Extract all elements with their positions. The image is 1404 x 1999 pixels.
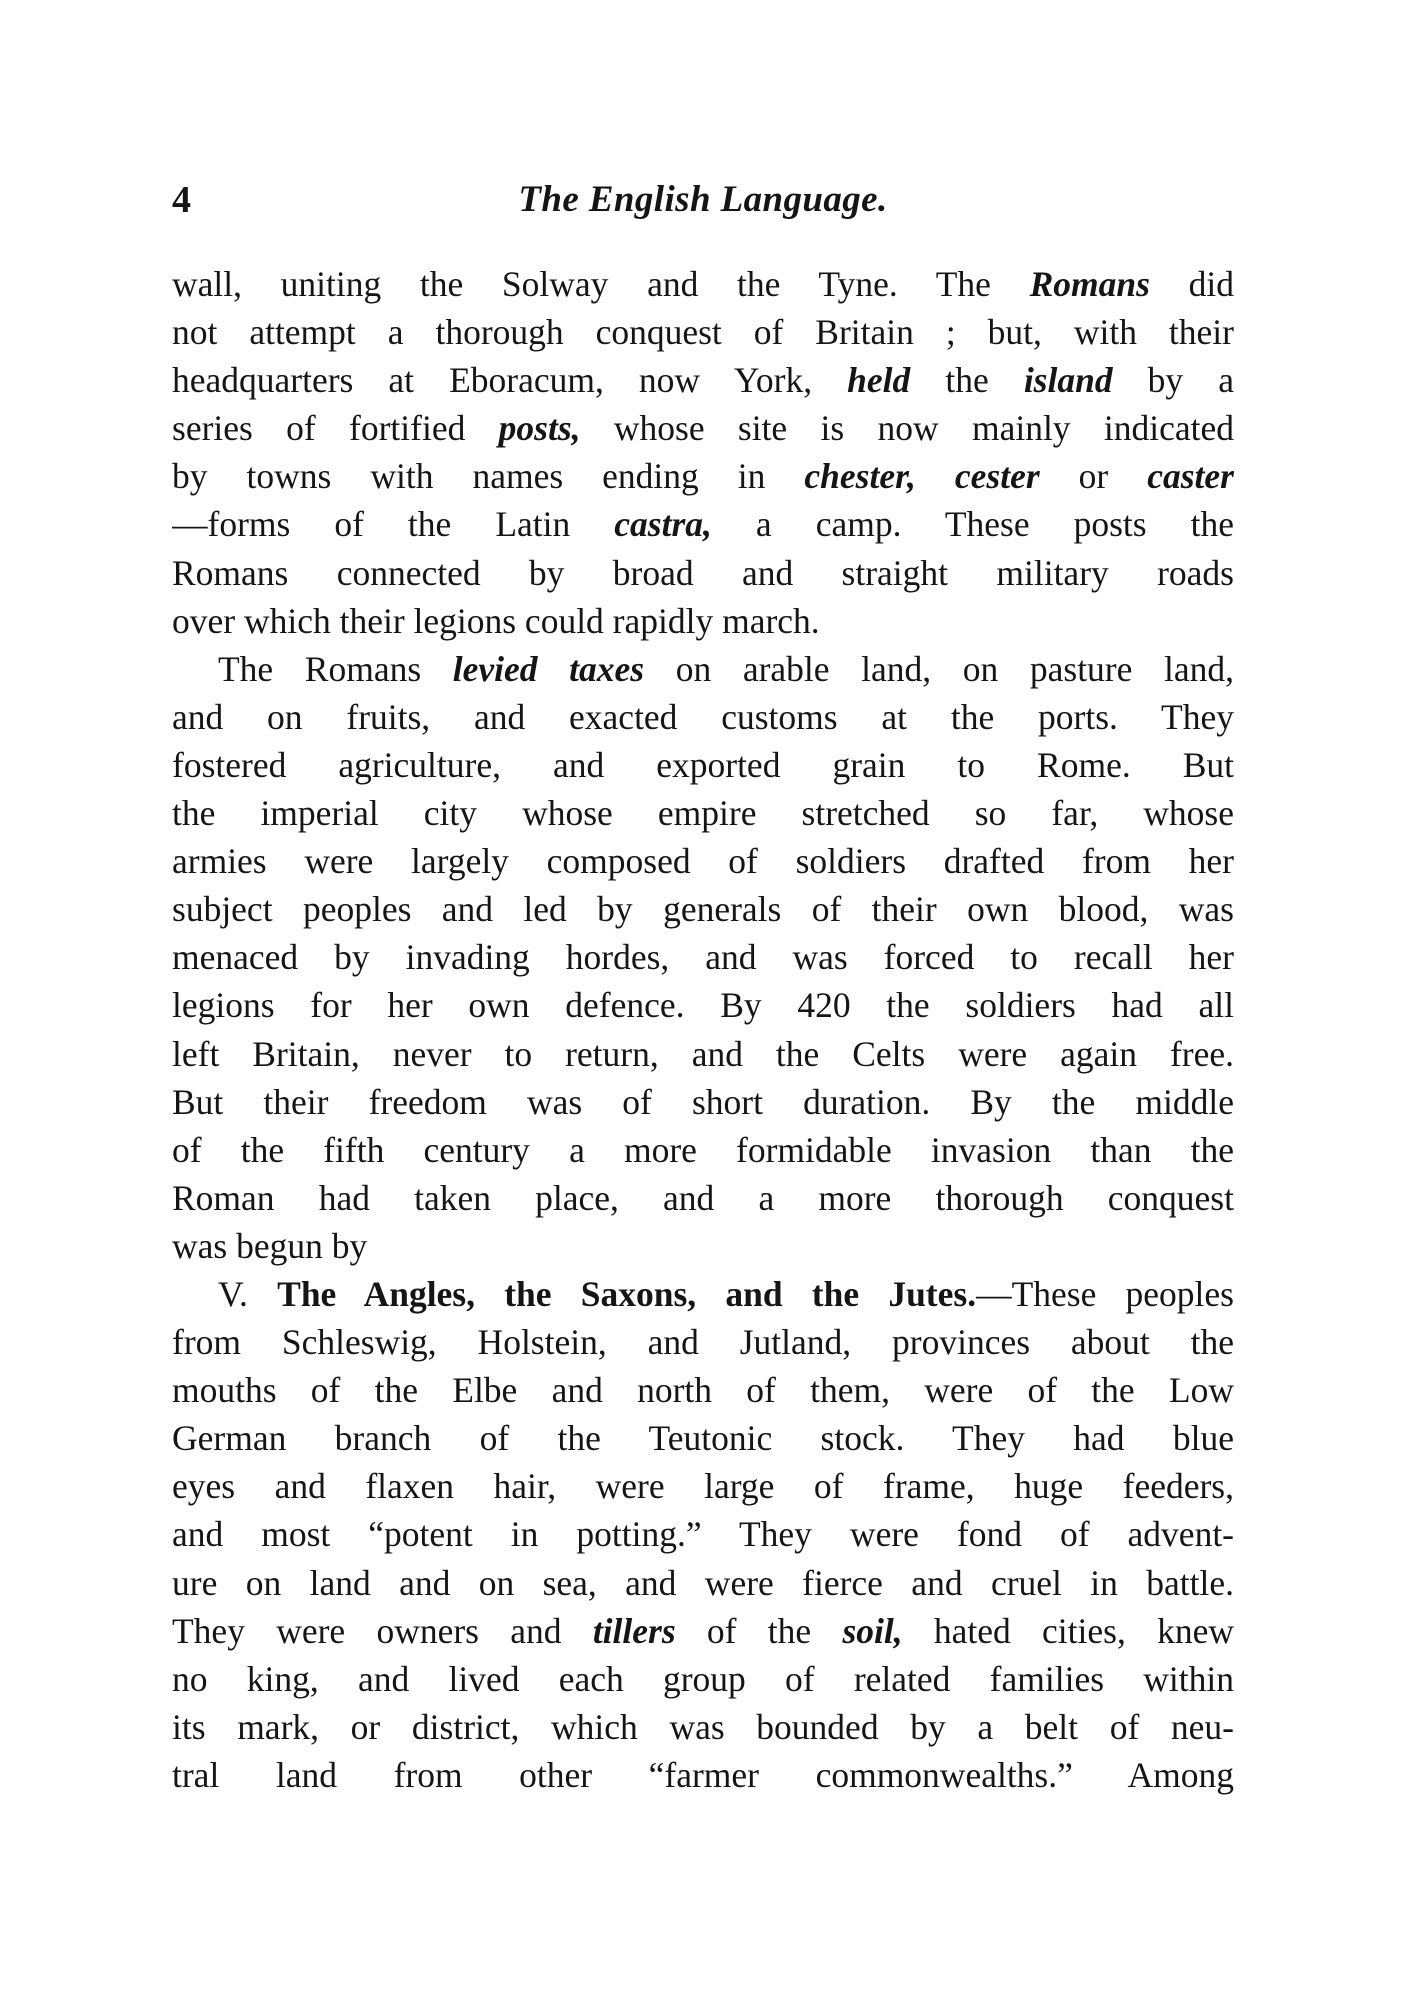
- text-line: left Britain, never to return, and the Celts were again free.: [172, 1033, 1234, 1074]
- text-line: fostered agriculture, and exported grain to Rome. But: [172, 744, 1234, 785]
- page-number: 4: [172, 179, 191, 221]
- text-line: and on fruits, and exacted customs at the ports. They: [172, 696, 1234, 737]
- text-line: armies were largely composed of soldiers drafted from her: [172, 841, 1234, 882]
- text-line: ure on land and on sea, and were fierce and cruel in battle.: [172, 1562, 1234, 1603]
- running-title: The English Language.: [518, 179, 888, 220]
- text-line: no king, and lived each group of related families within: [172, 1658, 1234, 1699]
- text-line: headquarters at Eboracum, now York, held the island by a: [172, 360, 1234, 401]
- text-line: mouths of the Elbe and north of them, were of the Low: [172, 1370, 1234, 1411]
- emphasis-term: cester: [954, 456, 1040, 497]
- text-line: legions for her own defence. By 420 the soldiers had all: [172, 985, 1234, 1026]
- text-line: its mark, or district, which was bounded by a belt of neu-: [172, 1706, 1234, 1747]
- text-line: Romans connected by broad and straight military roads: [172, 552, 1234, 593]
- text-line: eyes and flaxen hair, were large of frame, huge feeders,: [172, 1466, 1234, 1507]
- emphasis-term: caster: [1147, 456, 1234, 497]
- text-line: the imperial city whose empire stretched so far, whose: [172, 793, 1234, 834]
- text-line: not attempt a thorough conquest of Britain ; but, with their: [172, 312, 1234, 353]
- text-line: by towns with names ending in chester, cester or caster: [172, 456, 1234, 497]
- page-header: [172, 180, 1234, 240]
- emphasis-term: Romans: [1029, 264, 1150, 304]
- text-line: and most “potent in potting.” They were fond of advent-: [172, 1514, 1234, 1555]
- section-heading: The Angles, the Saxons, and the Jutes.: [277, 1273, 977, 1314]
- emphasis-term: posts,: [498, 408, 581, 449]
- text-line: over which their legions could rapidly march.: [172, 600, 820, 641]
- text-line: But their freedom was of short duration. By the middle: [172, 1081, 1234, 1122]
- emphasis-term: held: [847, 360, 911, 401]
- text-line: series of fortified posts, whose site is now mainly indicated: [172, 408, 1234, 449]
- text-line: from Schleswig, Holstein, and Jutland, provinces about the: [172, 1322, 1234, 1363]
- text-line: They were owners and tillers of the soil, hated cities, knew: [172, 1610, 1234, 1651]
- text-line: The Romans levied taxes on arable land, on pasture land,: [218, 648, 1234, 689]
- text-line: of the fifth century a more formidable invasion than the: [172, 1129, 1234, 1170]
- text-line: was begun by: [172, 1225, 368, 1266]
- text-line: tral land from other “farmer commonwealths.” Among: [172, 1754, 1234, 1795]
- emphasis-term: castra,: [614, 504, 712, 545]
- emphasis-term: island: [1023, 360, 1113, 401]
- text-line: Roman had taken place, and a more thorough conquest: [172, 1177, 1234, 1218]
- emphasis-term: tillers: [592, 1610, 676, 1651]
- text-line: German branch of the Teutonic stock. They had blue: [172, 1418, 1234, 1459]
- text-line: —forms of the Latin castra, a camp. These posts the: [172, 504, 1234, 545]
- text-line: V. The Angles, the Saxons, and the Jutes.—These peoples: [218, 1273, 1234, 1314]
- emphasis-term: levied taxes: [452, 648, 645, 689]
- body-text: [172, 260, 1234, 1799]
- text-line: subject peoples and led by generals of their own blood, was: [172, 889, 1234, 930]
- emphasis-term: soil,: [842, 1610, 903, 1651]
- emphasis-term: chester,: [804, 456, 916, 497]
- text-line: wall, uniting the Solway and the Tyne. The Romans did: [172, 264, 1234, 304]
- text-line: menaced by invading hordes, and was forced to recall her: [172, 937, 1234, 978]
